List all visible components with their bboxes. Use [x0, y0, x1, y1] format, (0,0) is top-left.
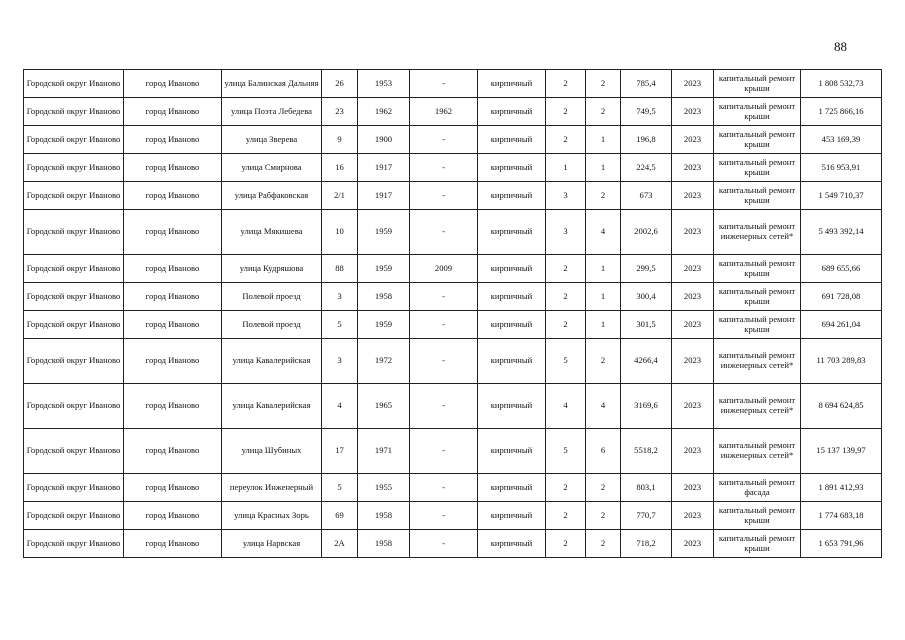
table-row — [24, 502, 882, 530]
cell-cost: 453 169,39 — [801, 126, 882, 154]
cell-house-number: 5 — [322, 311, 358, 339]
cell-floors: 3 — [546, 182, 586, 210]
table-row — [24, 98, 882, 126]
cell-build-year: 1958 — [358, 502, 410, 530]
cell-floors: 2 — [546, 70, 586, 98]
table-row — [24, 530, 882, 558]
cell-area: 718,2 — [621, 530, 672, 558]
cell-build-year: 1965 — [358, 384, 410, 429]
cell-area: 803,1 — [621, 474, 672, 502]
cell-cost: 8 694 624,85 — [801, 384, 882, 429]
cell-settlement: город Иваново — [124, 98, 222, 126]
cell-municipality: Городской округ Иваново — [24, 126, 124, 154]
cell-house-number: 16 — [322, 154, 358, 182]
cell-build-year: 1962 — [358, 98, 410, 126]
table-row — [24, 154, 882, 182]
cell-build-year: 1972 — [358, 339, 410, 384]
table-row — [24, 283, 882, 311]
cell-reconstruction-year: - — [410, 210, 478, 255]
cell-cost: 15 137 139,97 — [801, 429, 882, 474]
cell-entrances: 4 — [586, 210, 621, 255]
cell-settlement: город Иваново — [124, 210, 222, 255]
cell-settlement: город Иваново — [124, 255, 222, 283]
cell-cost: 11 703 289,83 — [801, 339, 882, 384]
cell-municipality: Городской округ Иваново — [24, 98, 124, 126]
cell-wall-material: кирпичный — [478, 530, 546, 558]
cell-floors: 3 — [546, 210, 586, 255]
cell-area: 196,8 — [621, 126, 672, 154]
cell-repair-year: 2023 — [672, 283, 714, 311]
cell-repair-year: 2023 — [672, 311, 714, 339]
cell-street: улица Нарвская — [222, 530, 322, 558]
table-row — [24, 126, 882, 154]
cell-municipality: Городской округ Иваново — [24, 474, 124, 502]
cell-reconstruction-year: - — [410, 429, 478, 474]
cell-floors: 5 — [546, 429, 586, 474]
cell-house-number: 69 — [322, 502, 358, 530]
cell-reconstruction-year: - — [410, 311, 478, 339]
cell-house-number: 9 — [322, 126, 358, 154]
cell-repair-type: капитальный ремонт инженерных сетей* — [714, 384, 801, 429]
cell-municipality: Городской округ Иваново — [24, 311, 124, 339]
cell-area: 300,4 — [621, 283, 672, 311]
cell-settlement: город Иваново — [124, 154, 222, 182]
cell-repair-year: 2023 — [672, 70, 714, 98]
cell-build-year: 1917 — [358, 182, 410, 210]
cell-reconstruction-year: - — [410, 154, 478, 182]
cell-repair-year: 2023 — [672, 474, 714, 502]
cell-repair-year: 2023 — [672, 255, 714, 283]
cell-floors: 2 — [546, 502, 586, 530]
cell-house-number: 10 — [322, 210, 358, 255]
cell-wall-material: кирпичный — [478, 210, 546, 255]
cell-area: 785,4 — [621, 70, 672, 98]
cell-entrances: 2 — [586, 474, 621, 502]
cell-wall-material: кирпичный — [478, 283, 546, 311]
cell-cost: 1 549 710,37 — [801, 182, 882, 210]
cell-build-year: 1900 — [358, 126, 410, 154]
cell-reconstruction-year: - — [410, 474, 478, 502]
cell-wall-material: кирпичный — [478, 311, 546, 339]
cell-entrances: 1 — [586, 283, 621, 311]
cell-wall-material: кирпичный — [478, 154, 546, 182]
cell-entrances: 1 — [586, 255, 621, 283]
cell-settlement: город Иваново — [124, 384, 222, 429]
cell-wall-material: кирпичный — [478, 70, 546, 98]
cell-street: улица Красных Зорь — [222, 502, 322, 530]
cell-floors: 2 — [546, 283, 586, 311]
cell-street: улица Балинская Дальняя — [222, 70, 322, 98]
cell-municipality: Городской округ Иваново — [24, 339, 124, 384]
cell-reconstruction-year: - — [410, 283, 478, 311]
cell-repair-year: 2023 — [672, 530, 714, 558]
cell-floors: 4 — [546, 384, 586, 429]
cell-area: 4266,4 — [621, 339, 672, 384]
cell-settlement: город Иваново — [124, 474, 222, 502]
cell-house-number: 26 — [322, 70, 358, 98]
cell-municipality: Городской округ Иваново — [24, 530, 124, 558]
cell-entrances: 1 — [586, 126, 621, 154]
cell-wall-material: кирпичный — [478, 339, 546, 384]
cell-repair-type: капитальный ремонт инженерных сетей* — [714, 210, 801, 255]
cell-wall-material: кирпичный — [478, 502, 546, 530]
cell-build-year: 1958 — [358, 530, 410, 558]
cell-entrances: 1 — [586, 311, 621, 339]
cell-build-year: 1959 — [358, 210, 410, 255]
cell-entrances: 2 — [586, 182, 621, 210]
cell-entrances: 2 — [586, 530, 621, 558]
cell-municipality: Городской округ Иваново — [24, 255, 124, 283]
table-row — [24, 182, 882, 210]
cell-settlement: город Иваново — [124, 283, 222, 311]
cell-area: 3169,6 — [621, 384, 672, 429]
cell-cost: 1 774 683,18 — [801, 502, 882, 530]
cell-cost: 5 493 392,14 — [801, 210, 882, 255]
cell-build-year: 1959 — [358, 255, 410, 283]
cell-repair-type: капитальный ремонт крыши — [714, 70, 801, 98]
cell-wall-material: кирпичный — [478, 429, 546, 474]
cell-entrances: 2 — [586, 98, 621, 126]
cell-street: улица Кудряшова — [222, 255, 322, 283]
table-row — [24, 210, 882, 255]
table-row — [24, 339, 882, 384]
cell-repair-type: капитальный ремонт крыши — [714, 98, 801, 126]
cell-street: улица Кавалерийская — [222, 339, 322, 384]
cell-reconstruction-year: - — [410, 339, 478, 384]
cell-municipality: Городской округ Иваново — [24, 70, 124, 98]
cell-street: улица Шубиных — [222, 429, 322, 474]
cell-area: 299,5 — [621, 255, 672, 283]
cell-house-number: 3 — [322, 339, 358, 384]
cell-area: 301,5 — [621, 311, 672, 339]
cell-street: улица Кавалерийская — [222, 384, 322, 429]
cell-floors: 2 — [546, 474, 586, 502]
cell-reconstruction-year: 1962 — [410, 98, 478, 126]
cell-reconstruction-year: - — [410, 70, 478, 98]
cell-house-number: 2А — [322, 530, 358, 558]
cell-settlement: город Иваново — [124, 311, 222, 339]
cell-cost: 691 728,08 — [801, 283, 882, 311]
cell-floors: 2 — [546, 98, 586, 126]
cell-build-year: 1917 — [358, 154, 410, 182]
cell-settlement: город Иваново — [124, 339, 222, 384]
cell-municipality: Городской округ Иваново — [24, 429, 124, 474]
cell-build-year: 1955 — [358, 474, 410, 502]
cell-municipality: Городской округ Иваново — [24, 154, 124, 182]
cell-entrances: 2 — [586, 70, 621, 98]
cell-floors: 1 — [546, 154, 586, 182]
cell-settlement: город Иваново — [124, 182, 222, 210]
cell-cost: 1 653 791,96 — [801, 530, 882, 558]
cell-house-number: 88 — [322, 255, 358, 283]
table-row — [24, 474, 882, 502]
cell-house-number: 4 — [322, 384, 358, 429]
cell-street: Полевой проезд — [222, 283, 322, 311]
cell-street: улица Мякишева — [222, 210, 322, 255]
cell-cost: 1 808 532,73 — [801, 70, 882, 98]
cell-municipality: Городской округ Иваново — [24, 283, 124, 311]
cell-area: 749,5 — [621, 98, 672, 126]
cell-street: улица Смирнова — [222, 154, 322, 182]
cell-wall-material: кирпичный — [478, 384, 546, 429]
cell-street: улица Рабфаковская — [222, 182, 322, 210]
cell-reconstruction-year: - — [410, 502, 478, 530]
cell-entrances: 2 — [586, 502, 621, 530]
cell-repair-year: 2023 — [672, 182, 714, 210]
cell-repair-year: 2023 — [672, 384, 714, 429]
cell-wall-material: кирпичный — [478, 474, 546, 502]
cell-repair-year: 2023 — [672, 126, 714, 154]
cell-repair-type: капитальный ремонт крыши — [714, 530, 801, 558]
cell-entrances: 4 — [586, 384, 621, 429]
page-number: 88 — [834, 39, 847, 54]
cell-repair-type: капитальный ремонт фасада — [714, 474, 801, 502]
cell-settlement: город Иваново — [124, 126, 222, 154]
cell-repair-type: капитальный ремонт крыши — [714, 182, 801, 210]
cell-entrances: 2 — [586, 339, 621, 384]
cell-repair-type: капитальный ремонт инженерных сетей* — [714, 429, 801, 474]
table-row — [24, 429, 882, 474]
table-row — [24, 384, 882, 429]
cell-repair-year: 2023 — [672, 429, 714, 474]
cell-area: 2002,6 — [621, 210, 672, 255]
cell-entrances: 1 — [586, 154, 621, 182]
cell-build-year: 1958 — [358, 283, 410, 311]
cell-street: улица Поэта Лебедева — [222, 98, 322, 126]
cell-repair-year: 2023 — [672, 98, 714, 126]
cell-settlement: город Иваново — [124, 70, 222, 98]
cell-street: переулок Инженерный — [222, 474, 322, 502]
cell-cost: 689 655,66 — [801, 255, 882, 283]
cell-house-number: 17 — [322, 429, 358, 474]
cell-repair-type: капитальный ремонт крыши — [714, 311, 801, 339]
cell-build-year: 1953 — [358, 70, 410, 98]
cell-reconstruction-year: - — [410, 126, 478, 154]
cell-reconstruction-year: - — [410, 530, 478, 558]
cell-repair-year: 2023 — [672, 154, 714, 182]
cell-reconstruction-year: - — [410, 384, 478, 429]
cell-municipality: Городской округ Иваново — [24, 182, 124, 210]
cell-build-year: 1971 — [358, 429, 410, 474]
cell-repair-year: 2023 — [672, 339, 714, 384]
cell-house-number: 23 — [322, 98, 358, 126]
cell-repair-type: капитальный ремонт инженерных сетей* — [714, 339, 801, 384]
cell-repair-type: капитальный ремонт крыши — [714, 255, 801, 283]
cell-wall-material: кирпичный — [478, 126, 546, 154]
cell-street: улица Зверева — [222, 126, 322, 154]
cell-cost: 1 891 412,93 — [801, 474, 882, 502]
cell-area: 673 — [621, 182, 672, 210]
cell-settlement: город Иваново — [124, 429, 222, 474]
cell-floors: 5 — [546, 339, 586, 384]
cell-floors: 2 — [546, 530, 586, 558]
cell-reconstruction-year: - — [410, 182, 478, 210]
cell-wall-material: кирпичный — [478, 255, 546, 283]
cell-repair-year: 2023 — [672, 210, 714, 255]
cell-settlement: город Иваново — [124, 502, 222, 530]
table-row — [24, 311, 882, 339]
cell-build-year: 1959 — [358, 311, 410, 339]
cell-municipality: Городской округ Иваново — [24, 502, 124, 530]
cell-floors: 2 — [546, 255, 586, 283]
cell-area: 224,5 — [621, 154, 672, 182]
cell-street: Полевой проезд — [222, 311, 322, 339]
cell-repair-year: 2023 — [672, 502, 714, 530]
cell-municipality: Городской округ Иваново — [24, 210, 124, 255]
cell-floors: 2 — [546, 311, 586, 339]
housing-repair-table — [23, 69, 882, 558]
cell-house-number: 3 — [322, 283, 358, 311]
cell-settlement: город Иваново — [124, 530, 222, 558]
cell-entrances: 6 — [586, 429, 621, 474]
cell-cost: 694 261,04 — [801, 311, 882, 339]
cell-municipality: Городской округ Иваново — [24, 384, 124, 429]
cell-repair-type: капитальный ремонт крыши — [714, 502, 801, 530]
cell-area: 770,7 — [621, 502, 672, 530]
cell-repair-type: капитальный ремонт крыши — [714, 126, 801, 154]
cell-house-number: 5 — [322, 474, 358, 502]
cell-cost: 516 953,91 — [801, 154, 882, 182]
table-row — [24, 255, 882, 283]
cell-wall-material: кирпичный — [478, 182, 546, 210]
cell-cost: 1 725 866,16 — [801, 98, 882, 126]
cell-house-number: 2/1 — [322, 182, 358, 210]
cell-repair-type: капитальный ремонт крыши — [714, 154, 801, 182]
cell-floors: 2 — [546, 126, 586, 154]
cell-reconstruction-year: 2009 — [410, 255, 478, 283]
table-row — [24, 70, 882, 98]
cell-wall-material: кирпичный — [478, 98, 546, 126]
cell-area: 5518,2 — [621, 429, 672, 474]
cell-repair-type: капитальный ремонт крыши — [714, 283, 801, 311]
